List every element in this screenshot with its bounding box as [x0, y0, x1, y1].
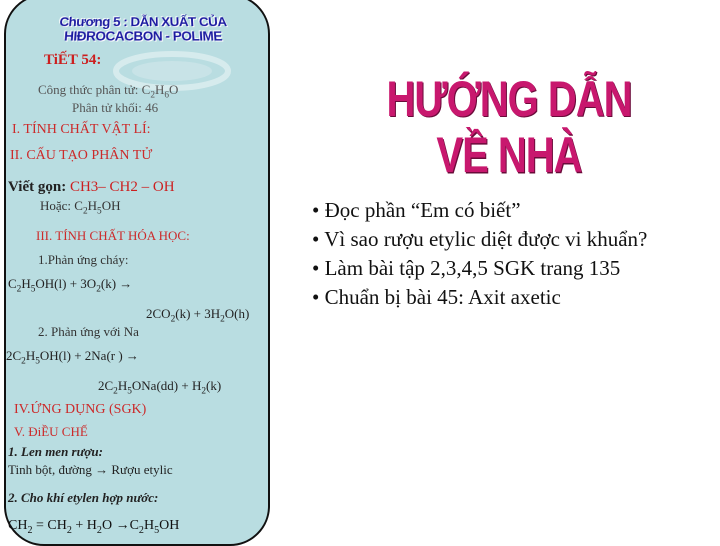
homework-item: • Vì sao rượu etylic diệt được vi khuẩn? [312, 227, 648, 251]
chapter-title: Chương 5 : DẪN XUẤT CỦA HIĐROCACBON - POLIME [58, 14, 228, 44]
sodium-reaction-label: 2. Phản ứng với Na [38, 324, 139, 339]
molar-mass: Phân tử khối: 46 [72, 100, 159, 115]
alternative-formula: Hoặc: $C_2H_5OH$ [40, 198, 121, 217]
ethylene-hydration-equation: $CH_2 = CH_2 + H_2O \to C_2H_5OH$ [8, 518, 180, 536]
section-molecular-structure: II. CẤU TẠO PHÂN TỬ [10, 148, 153, 163]
section-chemical-properties: III. TÍNH CHẤT HÓA HỌC: [36, 228, 190, 243]
condensed-formula-value: CH3– CH2 – OH [69, 179, 175, 195]
homework-item: • Làm bài tập 2,3,4,5 SGK trang 135 [312, 256, 621, 280]
lesson-number: TiẾT 54: [44, 52, 102, 68]
sodium-equation-right: $2C_2H_5ONa(dd) + H_2(k)$ [98, 378, 222, 397]
homework-item: • Đọc phần “Em có biết” [312, 198, 521, 222]
combustion-equation-right: $2CO_2(k) + 3H_2O(h)$ [146, 306, 250, 325]
section-physical-properties: I. TÍNH CHẤT VẬT LÍ: [12, 122, 151, 137]
section-applications: IV.ỨNG DỤNG (SGK) [14, 402, 147, 417]
homework-item: • Chuẩn bị bài 45: Axit axetic [312, 285, 561, 309]
ethylene-hydration-label: 2. Cho khí etylen hợp nước: [8, 490, 159, 505]
molecular-formula-label: Công thức phân tử: [38, 82, 142, 97]
molecular-formula [38, 82, 178, 101]
molecular-formula-value: $C_2H_6O$ [141, 82, 179, 101]
condensed-formula-label: Viết gọn: [8, 179, 70, 195]
condensed-formula [8, 179, 175, 196]
homework-title: HƯỚNG DẪN VỀ NHÀ [386, 72, 632, 184]
fermentation-text: Tinh bột, đường → Rượu etylic [8, 462, 173, 477]
combustion-equation-left: $C_2H_5OH(l) + 3O_2(k)$ → [8, 276, 133, 295]
combustion-label: 1.Phản ứng cháy: [38, 252, 129, 267]
section-preparation: V. ĐiỀU CHẾ [14, 424, 88, 439]
homework-list [312, 196, 647, 312]
fermentation-label: 1. Len men rượu: [8, 444, 103, 459]
sodium-equation-left: $2C_2H_5OH(l) + 2Na(r$ ) → [6, 348, 139, 367]
